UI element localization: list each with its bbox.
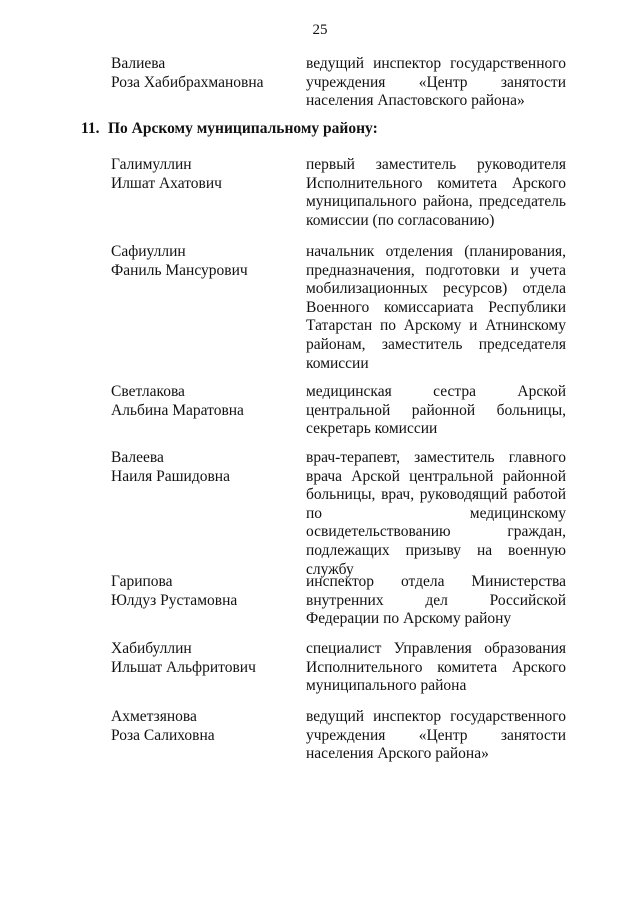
member-surname: Сафиуллин xyxy=(111,243,186,260)
member-surname: Галимуллин xyxy=(111,156,192,173)
member-position: ведущий инспектор государственного учреждения «Центр занятости населения Апастовского района» xyxy=(306,55,566,110)
page-number: 25 xyxy=(312,22,328,38)
member-name xyxy=(111,573,291,610)
member-given-names: Наиля Рашидовна xyxy=(111,467,230,485)
member-surname: Валеева xyxy=(111,449,164,466)
member-name xyxy=(111,449,291,486)
member-surname: Светлакова xyxy=(111,383,185,400)
section-title: По Арскому муниципальному району: xyxy=(108,120,378,137)
section-number: 11. xyxy=(81,120,100,137)
member-given-names: Фаниль Мансурович xyxy=(111,261,248,279)
member-position: врач-терапевт, заместитель главного врача Арской центральной районной больницы, врач, руководящий работой по медицинскому освидетельствованию граждан, подлежащих призыву на военную службу xyxy=(306,449,566,578)
member-given-names: Ильшат Альфритович xyxy=(111,658,256,676)
member-given-names: Юлдуз Рустамовна xyxy=(111,591,238,609)
member-name xyxy=(111,55,291,92)
member-surname: Ахметзянова xyxy=(111,708,197,725)
member-given-names: Альбина Маратовна xyxy=(111,401,244,419)
member-given-names: Илшат Ахатович xyxy=(111,174,222,192)
member-given-names: Роза Салиховна xyxy=(111,726,215,744)
member-position: медицинская сестра Арской центральной районной больницы, секретарь комиссии xyxy=(306,383,566,438)
member-name xyxy=(111,243,291,280)
member-name xyxy=(111,640,291,677)
member-position: начальник отделения (планирования, предназначения, подготовки и учета мобилизационных ресурсов) отдела Военного комиссариата Республики Татарстан по Арскому и Атнинскому районам, заместитель председателя комиссии xyxy=(306,243,566,372)
member-surname: Хабибуллин xyxy=(111,640,192,657)
member-name xyxy=(111,156,291,193)
member-position: специалист Управления образования Исполнительного комитета Арского муниципального района xyxy=(306,640,566,695)
member-position: инспектор отдела Министерства внутренних дел Российской Федерации по Арскому району xyxy=(306,573,566,628)
member-surname: Валиева xyxy=(111,55,166,72)
member-given-names: Роза Хабибрахмановна xyxy=(111,73,264,91)
member-position: первый заместитель руководителя Исполнительного комитета Арского муниципального района, председатель комиссии (по согласованию) xyxy=(306,156,566,229)
member-position: ведущий инспектор государственного учреждения «Центр занятости населения Арского района» xyxy=(306,708,566,763)
member-name xyxy=(111,708,291,745)
member-name xyxy=(111,383,291,420)
section-heading xyxy=(81,120,378,138)
member-surname: Гарипова xyxy=(111,573,173,590)
